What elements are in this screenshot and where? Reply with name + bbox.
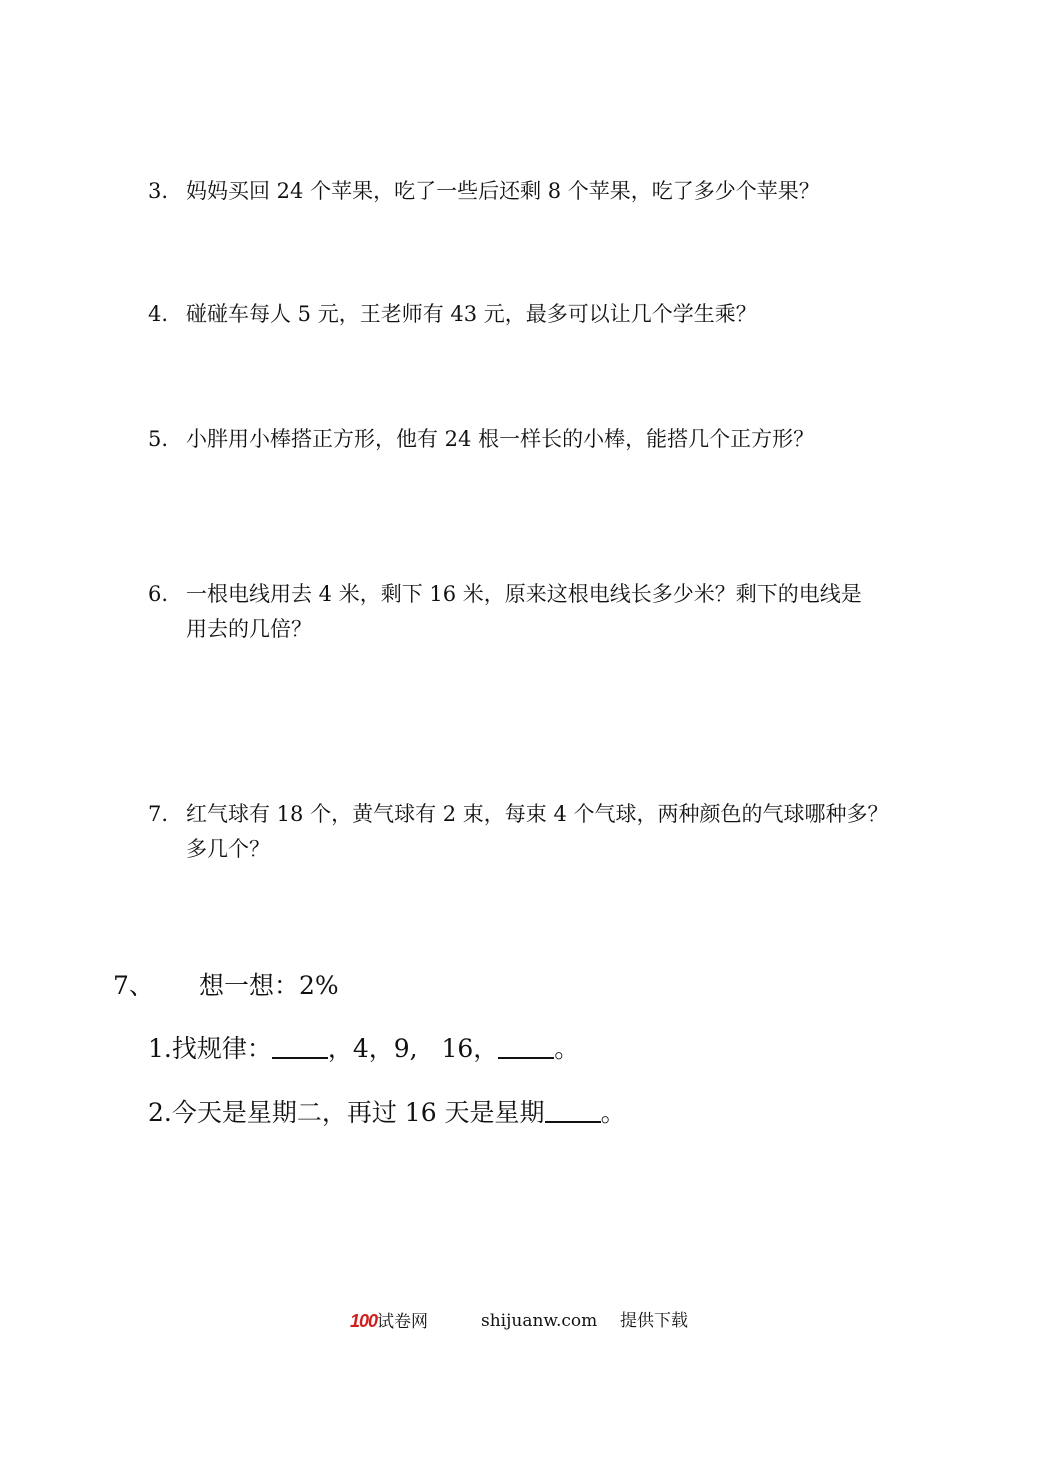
site-url: shijuanw.com [481,1311,598,1331]
question-text: 妈妈买回 24 个苹果，吃了一些后还剩 8 个苹果，吃了多少个苹果？ [186,179,820,203]
sub-item-weekday: 2.今天是星期二，再过 16 天是星期 。 [148,1098,626,1127]
logo-text: 试卷网 [377,1312,429,1332]
site-logo [350,1306,428,1337]
question-text: 一根电线用去 4 米，剩下 16 米，原来这根电线长多少米？剩下的电线是 用去的几倍？ [186,582,862,641]
question-number: 7. [148,802,169,826]
logo-mark: 100 [350,1311,378,1331]
answer-blank[interactable] [498,1033,554,1059]
download-text: 提供下载 [620,1311,688,1331]
question-number: 6. [148,582,169,606]
answer-blank[interactable] [545,1097,601,1123]
question-number: 4. [148,302,169,326]
section-heading [113,966,339,1006]
question-7 [148,797,948,867]
question-text: 小胖用小棒搭正方形，他有 24 根一样长的小棒，能搭几个正方形？ [186,427,815,451]
question-4 [148,297,948,332]
question-6 [148,577,948,647]
question-5 [148,422,948,457]
sub-item-pattern: 1.找规律： ，4，9, 16， 。 [148,1034,580,1063]
question-number: 3. [148,179,169,203]
question-3 [148,174,948,209]
question-text: 红气球有 18 个，黄气球有 2 束，每束 4 个气球，两种颜色的气球哪种多？ 多几个？ [186,802,889,861]
section-title: 想一想：2% [199,971,339,1000]
question-text: 碰碰车每人 5 元，王老师有 43 元，最多可以让几个学生乘？ [186,302,757,326]
section-number: 7、 [113,971,154,1000]
answer-blank[interactable] [272,1033,328,1059]
question-number: 5. [148,427,169,451]
